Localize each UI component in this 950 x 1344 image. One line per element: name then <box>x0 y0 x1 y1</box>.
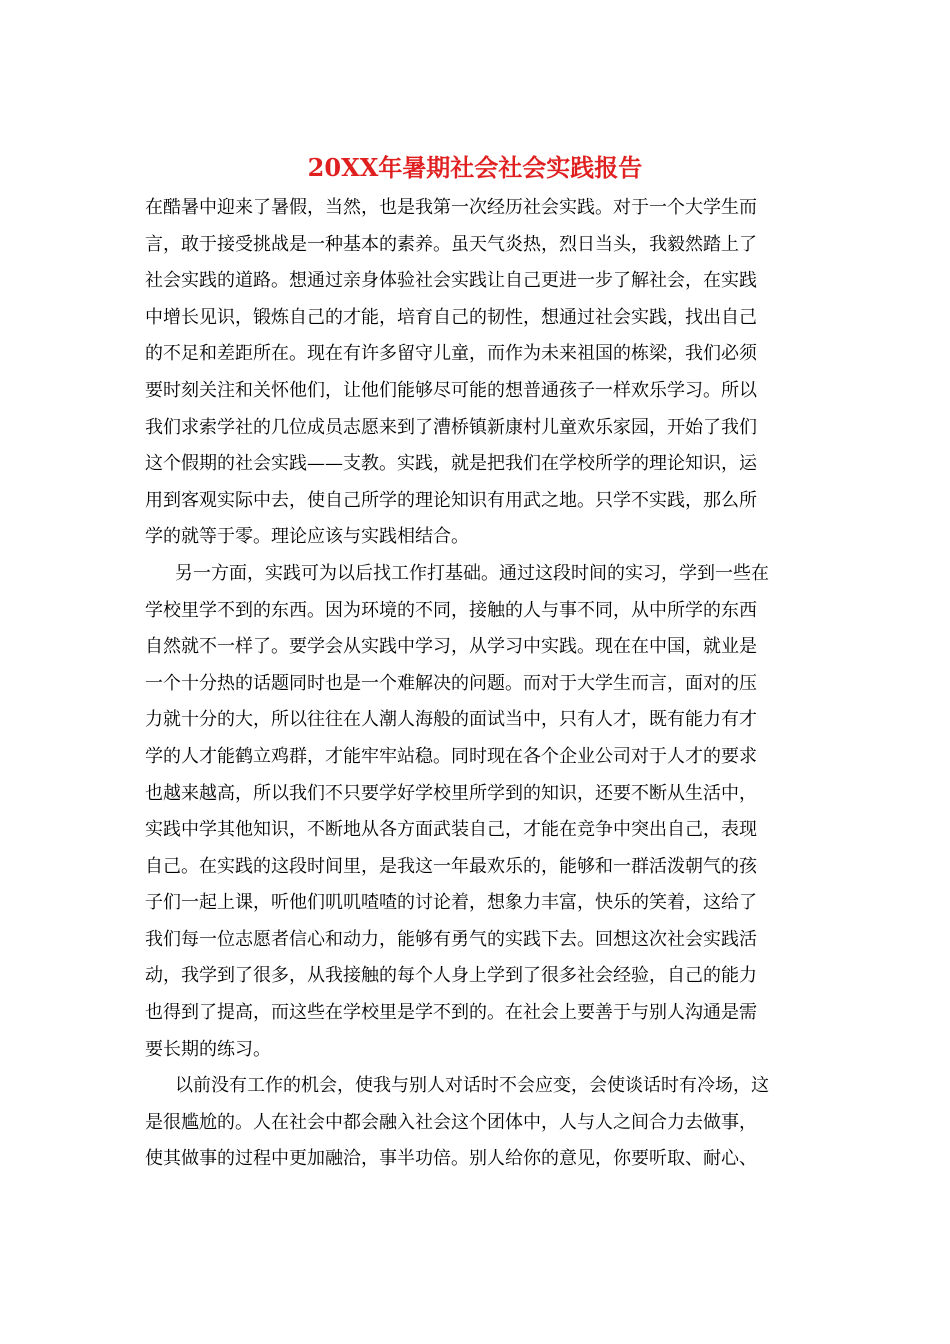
paragraph-line: 社会实践的道路。想通过亲身体验社会实践让自己更进一步了解社会，在实践 <box>145 270 757 292</box>
body-paragraph <box>145 556 810 1068</box>
paragraph-line: 这个假期的社会实践——支教。实践，就是把我们在学校所学的理论知识，运 <box>145 453 757 475</box>
paragraph-line: 以前没有工作的机会，使我与别人对话时不会应变，会使谈话时有冷场，这 <box>175 1075 769 1097</box>
paragraph-line: 实践中学其他知识，不断地从各方面武装自己，才能在竞争中突出自己，表现 <box>145 819 757 841</box>
paragraph-line: 学的就等于零。理论应该与实践相结合。 <box>145 526 469 548</box>
paragraph-line: 自然就不一样了。要学会从实践中学习，从学习中实践。现在在中国，就业是 <box>145 636 757 658</box>
paragraph-line: 也得到了提高，而这些在学校里是学不到的。在社会上要善于与别人沟通是需 <box>145 1002 757 1024</box>
paragraph-line: 中增长见识，锻炼自己的才能，培育自己的韧性，想通过社会实践，找出自己 <box>145 306 757 328</box>
document-title: 20XX年暑期社会社会实践报告 <box>307 153 643 182</box>
paragraph-line: 学的人才能鹤立鸡群，才能牢牢站稳。同时现在各个企业公司对于人才的要求 <box>145 745 757 767</box>
paragraph-line: 动，我学到了很多，从我接触的每个人身上学到了很多社会经验，自己的能力 <box>145 965 757 987</box>
paragraph-line: 力就十分的大，所以往往在人潮人海般的面试当中，只有人才，既有能力有才 <box>145 709 757 731</box>
paragraph-line: 要时刻关注和关怀他们，让他们能够尽可能的想普通孩子一样欢乐学习。所以 <box>145 379 757 401</box>
paragraph-line: 在酷暑中迎来了暑假，当然，也是我第一次经历社会实践。对于一个大学生而 <box>145 197 757 218</box>
paragraph-line: 学校里学不到的东西。因为环境的不同，接触的人与事不同，从中所学的东西 <box>145 599 757 621</box>
paragraph-line: 用到客观实际中去，使自己所学的理论知识有用武之地。只学不实践，那么所 <box>145 489 757 511</box>
document-body <box>145 190 810 1178</box>
paragraph-line: 我们求索学社的几位成员志愿来到了漕桥镇新康村儿童欢乐家园，开始了我们 <box>145 416 757 438</box>
paragraph-line: 是很尴尬的。人在社会中都会融入社会这个团体中，人与人之间合力去做事， <box>145 1111 757 1133</box>
paragraph-line: 一个十分热的话题同时也是一个难解决的问题。而对于大学生而言，面对的压 <box>145 672 757 694</box>
body-paragraph <box>145 1068 810 1178</box>
paragraph-line: 使其做事的过程中更加融洽，事半功倍。别人给你的意见，你要听取、耐心、 <box>145 1148 757 1170</box>
paragraph-line: 也越来越高，所以我们不只要学好学校里所学到的知识，还要不断从生活中， <box>145 782 757 804</box>
paragraph-line: 另一方面，实践可为以后找工作打基础。通过这段时间的实习，学到一些在 <box>175 562 769 584</box>
paragraph-line: 的不足和差距所在。现在有许多留守儿童，而作为未来祖国的栋梁，我们必须 <box>145 343 757 365</box>
paragraph-line: 自己。在实践的这段时间里，是我这一年最欢乐的，能够和一群活泼朝气的孩 <box>145 855 757 877</box>
body-paragraph <box>145 190 810 556</box>
paragraph-line: 言，敢于接受挑战是一种基本的素养。虽天气炎热，烈日当头，我毅然踏上了 <box>145 233 757 255</box>
paragraph-line: 要长期的练习。 <box>145 1038 271 1060</box>
paragraph-line: 我们每一位志愿者信心和动力，能够有勇气的实践下去。回想这次社会实践活 <box>145 928 757 950</box>
paragraph-line: 子们一起上课，听他们叽叽喳喳的讨论着，想象力丰富，快乐的笑着，这给了 <box>145 892 757 914</box>
